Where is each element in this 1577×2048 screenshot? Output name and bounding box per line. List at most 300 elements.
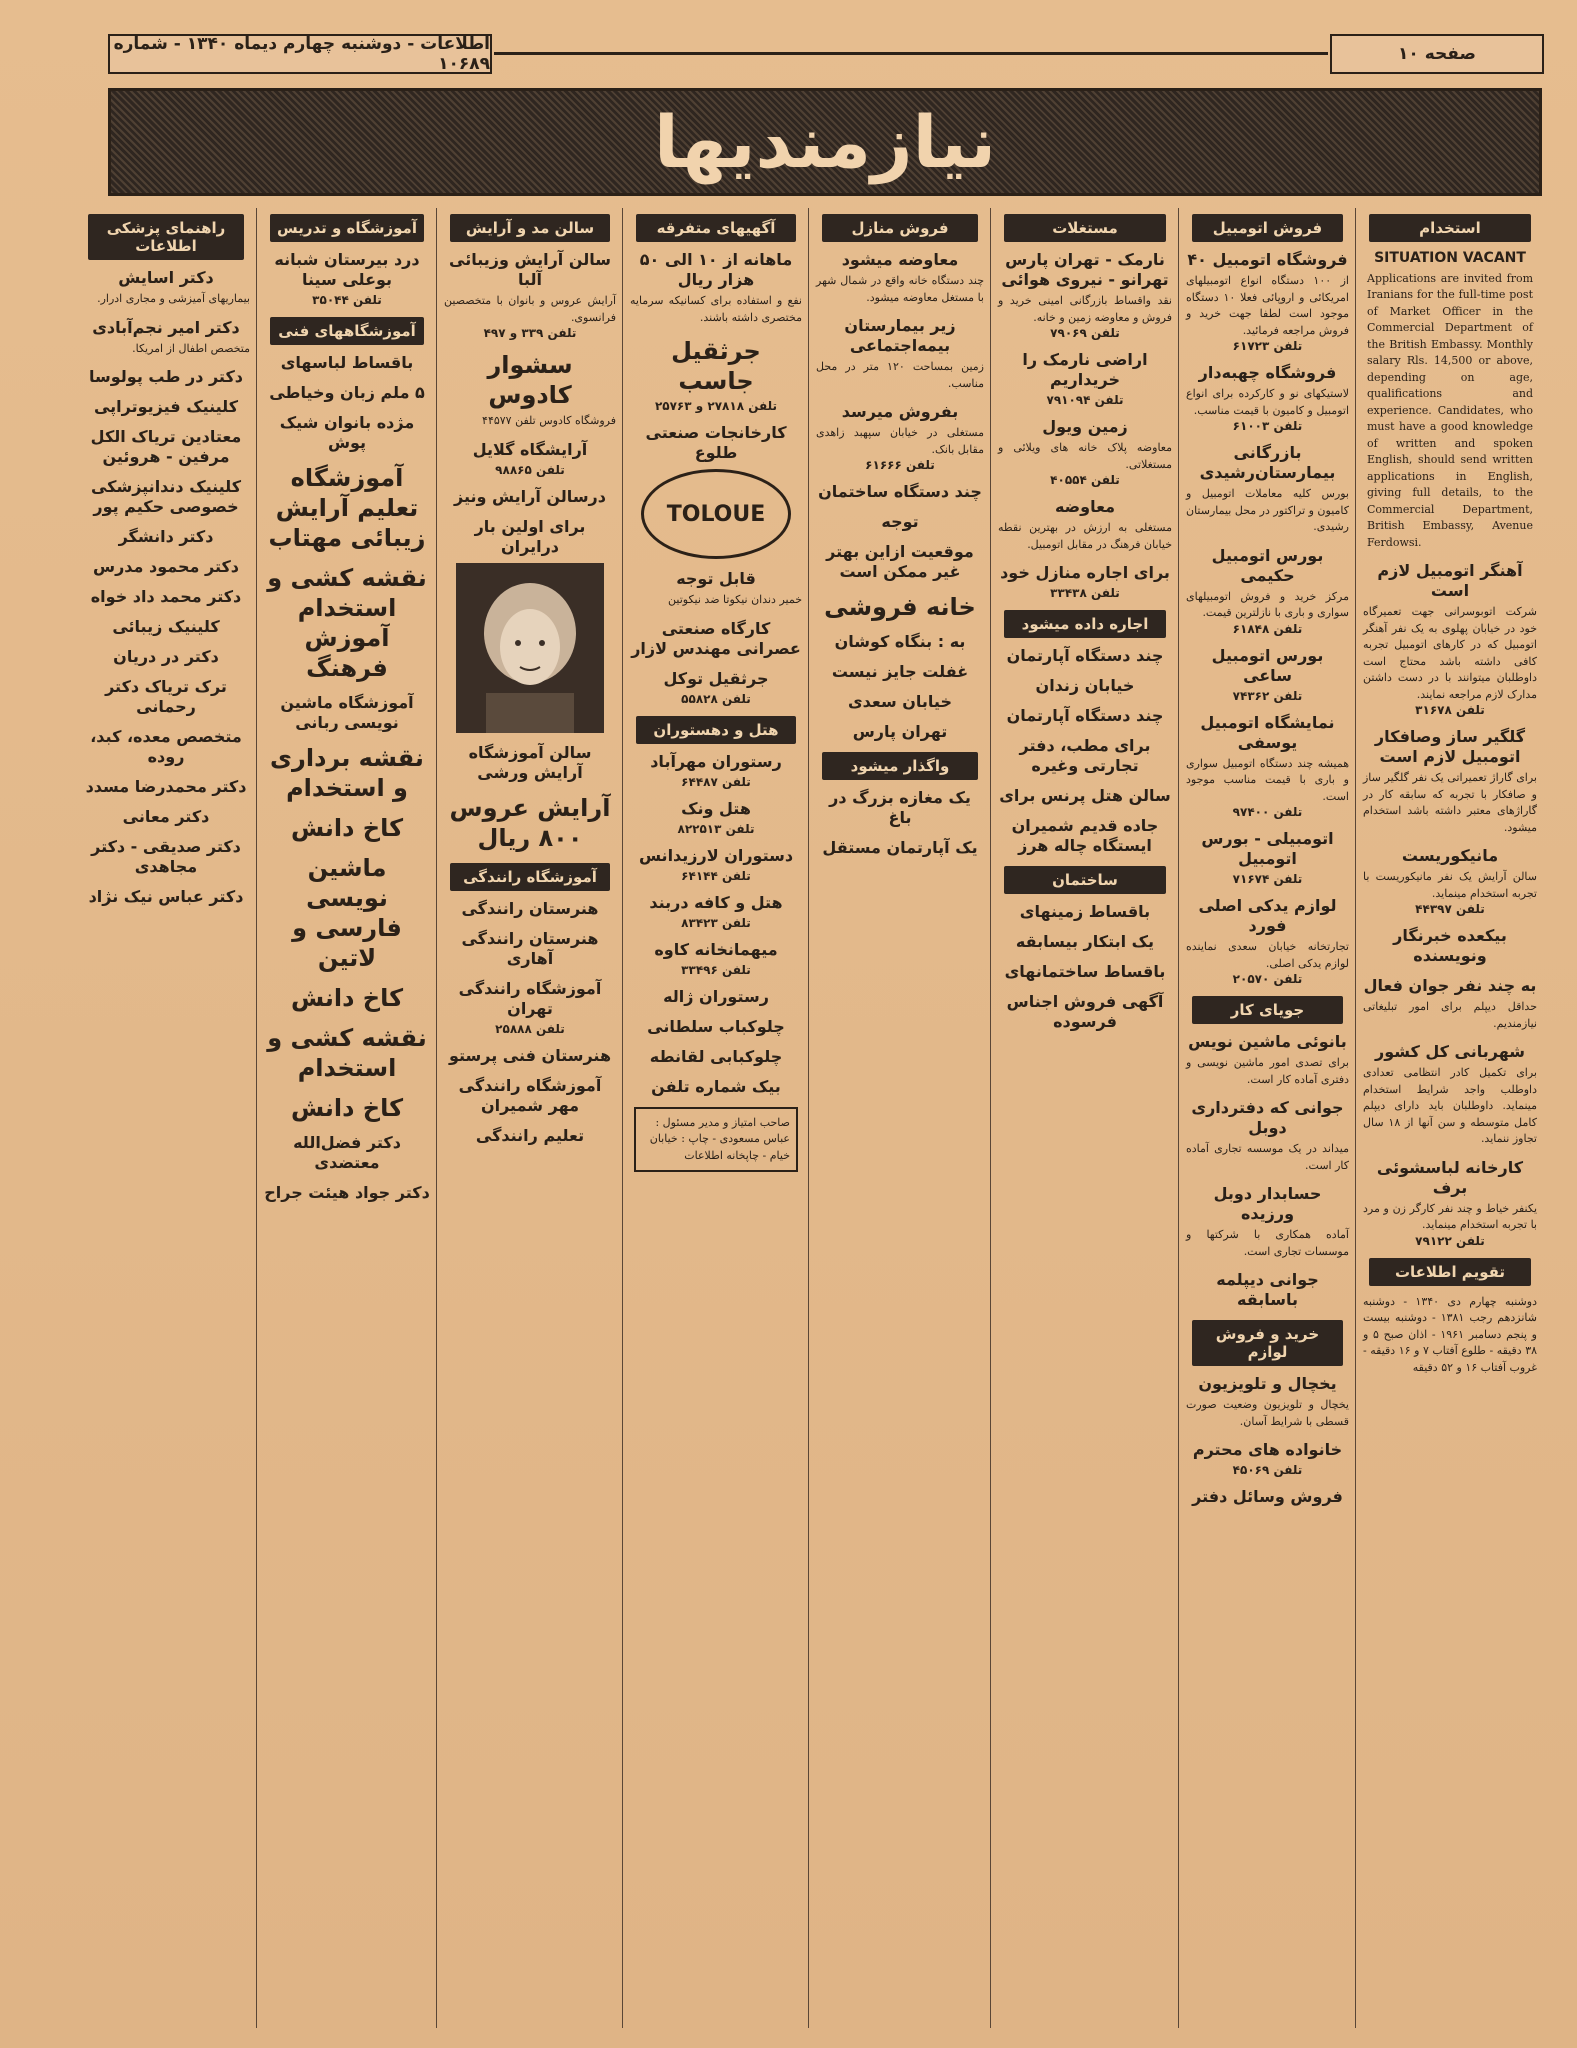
ad-body: زمین بمساحت ۱۲۰ متر در محل مناسب. [816, 360, 984, 390]
column-employment [1357, 208, 1543, 2034]
ad-title: دستوران لارزیدانس [638, 845, 794, 865]
ad-title: جرثقیل جاسب [671, 337, 761, 395]
ad-title: غفلت جایز نیست [831, 662, 969, 681]
ad-phone: تلفن ۶۴۴۸۷ [681, 774, 751, 789]
classified-ad [630, 336, 802, 413]
classified-ad [82, 367, 250, 387]
classified-ad [82, 617, 250, 637]
ad-body: از ۱۰۰ دستگاه انواع اتومبیلهای امریکائی و اروپائی فعلا ۱۰ دستگاه موجود است لطفا جهت خرید و فروش مراجعه فرمائید. [1186, 274, 1349, 337]
classified-ad [444, 517, 616, 733]
classified-ad [1363, 1042, 1537, 1148]
ad-phone: تلفن ۸۳۴۲۳ [681, 915, 751, 930]
ad-title: جاده قدیم شمیران ایستگاه چاله هرز [1011, 816, 1159, 855]
ad-title: آموزشگاه رانندگی تهران [458, 978, 602, 1018]
ad-phone: تلفن ۶۱۶۶۶ [865, 458, 935, 472]
header-rule [494, 52, 1328, 55]
classified-ad [998, 676, 1172, 696]
ad-title: معاوضه میشود [841, 250, 959, 269]
ad-title: تعلیم رانندگی [475, 1125, 585, 1145]
calendar-box [1363, 1294, 1537, 1377]
classified-ad [444, 929, 616, 969]
ad-title: فروش وسائل دفتر [1192, 1487, 1343, 1506]
classified-ad [82, 477, 250, 517]
ad-title: دکتر امیر نجم‌آبادی [92, 317, 240, 337]
ad-title: دکتر معانی [122, 807, 210, 826]
masthead-banner [108, 88, 1542, 196]
ad-title: کاخ دانش [290, 984, 404, 1012]
issue-info-text: اطلاعات - دوشنبه چهارم دیماه ۱۳۴۰ - شماره ۱۰۶۸۹ [113, 34, 490, 74]
classified-ad [816, 402, 984, 472]
section-header-car-sales: فروش اتومبیل [1192, 214, 1343, 242]
english-ad-title: SITUATION VACANT [1374, 250, 1526, 266]
ad-title: آهنگر اتومبیل لازم است [1377, 561, 1523, 600]
ad-title: بازرگانی بیمارستان‌رشیدی [1199, 443, 1336, 482]
tolou-logo-icon: TOLOUE [641, 469, 791, 559]
classified-ad [630, 752, 802, 789]
ad-title: ۵ ملم زبان وخیاطی [269, 383, 425, 402]
ad-body: بیماریهای آمیزشی و مجاری ادرار. [97, 292, 250, 305]
classified-ad [264, 463, 430, 553]
classified-ad [816, 542, 984, 582]
ad-title: دکتر در دریان [113, 647, 219, 666]
classified-ad [264, 1133, 430, 1173]
classified-ad [816, 316, 984, 392]
ad-phone: تلفن ۳۳۹ و ۴۹۷ [483, 326, 577, 340]
ad-title: چند دستگاه ساختمان [818, 482, 982, 501]
ad-phone: تلفن ۲۷۸۱۸ و ۲۵۷۶۳ [654, 399, 778, 413]
column-rule [436, 208, 437, 2028]
classified-ad [1186, 1032, 1349, 1088]
classified-ad [444, 440, 616, 477]
ad-title: خانه فروشی [824, 593, 976, 621]
classified-ad [998, 992, 1172, 1032]
column-car-sales [1180, 208, 1355, 2034]
ad-title: به : بنگاه کوشان [834, 632, 966, 651]
column-rule [622, 208, 623, 2028]
classified-ad [998, 706, 1172, 726]
ad-title: دکتر دانشگر [118, 527, 214, 546]
ad-title: بورس اتومبیل ساعی [1211, 645, 1324, 685]
column-rule [808, 208, 809, 2028]
classified-ad [82, 837, 250, 877]
ad-phone: تلفن ۶۴۱۴۴ [681, 868, 751, 883]
classified-ad [264, 353, 430, 373]
section-header-buy-sell-goods: خرید و فروش لوازم [1192, 1320, 1343, 1366]
classified-ad [1186, 546, 1349, 636]
classified-ad [816, 662, 984, 682]
ad-title: ماشین نویسی فارسی و لاتین [292, 854, 402, 972]
classified-ad [630, 846, 802, 883]
classified-ad [998, 786, 1172, 806]
ad-phone: تلفن ۴۰۵۵۴ [1050, 473, 1120, 487]
ad-title: معتادین تریاک الکل مرفین - هروئین [90, 427, 242, 466]
column-real-estate [992, 208, 1178, 2034]
classified-ad [1363, 926, 1537, 966]
classified-ad [998, 932, 1172, 952]
ad-title: جوانی دیپلمه باسابقه [1216, 1270, 1319, 1309]
ad-body: برای تصدی امور ماشین نویسی و دفتری آماده کار است. [1186, 1056, 1349, 1086]
classified-ad [82, 647, 250, 667]
ad-phone: تلفن ۷۹۱۰۹۴ [1046, 393, 1124, 407]
classified-ad [630, 250, 802, 326]
ad-title: درسالن آرایش ونیز [454, 486, 606, 506]
classified-ad [816, 632, 984, 652]
ad-phone: تلفن ۲۰۵۷۰ [1232, 972, 1303, 986]
classified-ad [998, 816, 1172, 856]
classified-ad [1186, 443, 1349, 536]
section-header-real-estate: مستغلات [1004, 214, 1166, 242]
classified-ad [444, 899, 616, 919]
ad-body: برای تکمیل کادر انتظامی تعدادی داوطلب واجد شرایط استخدام مینماید. داوطلبان باید دارای دیپلم کامل متوسطه و سن آنها از ۱۸ سال تجاوز ننماید. [1363, 1066, 1537, 1145]
ad-title: معاوضه [1054, 497, 1116, 516]
classified-ad [264, 413, 430, 453]
ad-title: نقشه کشی و استخدام [267, 1024, 427, 1082]
ad-title: دکتر محمد داد خواه [90, 587, 242, 606]
classified-ad [264, 1023, 430, 1083]
classified-ad [82, 887, 250, 907]
classified-ad [998, 563, 1172, 600]
ad-title: سالن آرایش وزیبائی آلبا [449, 250, 611, 289]
issue-info-box [108, 34, 492, 74]
ad-body: یخچال و تلویزیون وضعیت صورت قسطی با شرایط آسان. [1186, 1398, 1349, 1428]
ad-phone: تلفن ۹۸۸۶۵ [495, 462, 565, 477]
ad-body: نفع و استفاده برای کسانیکه سرمایه مختصری داشته باشند. [630, 294, 802, 324]
classified-ad [444, 250, 616, 340]
classified-ad [998, 417, 1172, 487]
ad-phone: تلفن ۶۱۷۲۳ [1232, 339, 1303, 353]
ad-title: سالن هتل پرنس برای [999, 786, 1171, 805]
classified-ad [82, 777, 250, 797]
column-rule [990, 208, 991, 2028]
ad-title: کارخانجات صنعتی طلوع [645, 423, 787, 462]
classified-ad [998, 497, 1172, 553]
ad-title: سشوار کادوس [487, 351, 573, 409]
classified-ad [998, 350, 1172, 407]
ad-body: نقد واقساط بازرگانی امینی خرید و فروش و معاوضه زمین و خانه. [998, 294, 1172, 324]
section-header-schools: آموزشگاه و تدریس [270, 214, 424, 242]
calendar-body: دوشنبه چهارم دی ۱۳۴۰ - دوشنبه شانزدهم رجب ۱۳۸۱ - دوشنبه بیست و پنجم دسامبر ۱۹۶۱ - اذان صبح ۵ و ۳۸ دقیقه - طلوع آفتاب ۷ و ۱۶ دقیقه - غروب آفتاب ۱۶ و ۵۲ دقیقه [1363, 1294, 1538, 1374]
ad-title: دکتر اسایش [118, 268, 214, 287]
ad-title: آرایشگاه گلایل [472, 439, 588, 459]
column-rule [1178, 208, 1179, 2028]
classified-ad [1186, 1270, 1349, 1310]
ad-title: چند دستگاه آپارتمان [1006, 706, 1164, 725]
ad-title: فروشگاه اتومبیل ۴۰ [1187, 250, 1348, 269]
ad-body: چند دستگاه خانه واقع در شمال شهر با مستغل معاوضه میشود. [816, 274, 984, 304]
ad-title: رستوران مهرآباد [650, 751, 782, 771]
classified-ad [264, 693, 430, 733]
classified-ad [630, 1047, 802, 1067]
ad-title: هتل و کافه دربند [649, 892, 783, 912]
ad-body: خمیر دندان نیکوتا ضد نیکوتین [668, 593, 802, 606]
ad-title: فروشگاه چهبه‌دار [1198, 363, 1337, 382]
classified-ad [1186, 1440, 1349, 1477]
ad-title: موقعیت ازاین بهتر غیر ممکن است [826, 542, 974, 581]
classified-ad [82, 427, 250, 467]
classified-ad [816, 692, 984, 712]
classified-ad [264, 743, 430, 803]
classified-ad [264, 563, 430, 683]
section-header-calendar: تقویم اطلاعات [1369, 1258, 1531, 1286]
ad-title: اتومبیلی - بورس اتومبیل [1201, 829, 1334, 868]
ad-title: ماهانه از ۱۰ الی ۵۰ هزار ریال [639, 250, 793, 289]
ad-title: باقساط زمینهای [1019, 902, 1151, 921]
ad-body: میداند در یک موسسه تجاری آماده کار است. [1186, 1142, 1349, 1172]
classified-ad [1363, 561, 1537, 717]
ad-title: برای اجاره منازل خود [1000, 563, 1170, 582]
ad-title: باقساط ساختمانهای [1004, 962, 1166, 981]
section-header-employment: استخدام [1369, 214, 1531, 242]
ad-title: برای اولین بار درایران [474, 516, 586, 556]
classified-ad [1186, 896, 1349, 986]
ad-title: یخچال و تلویزیون [1198, 1374, 1337, 1393]
ad-title: نقشه برداری و استخدام [270, 744, 424, 802]
ad-phone: تلفن ۳۵۰۴۴ [312, 293, 382, 307]
classified-ad [82, 727, 250, 767]
ad-title: درد بیرستان شبانه بوعلی سینا [274, 250, 420, 289]
ad-title: دکتر محمدرضا مسدد [85, 777, 247, 796]
classified-ad [630, 569, 802, 609]
ad-title: کارگاه صنعتی عصرانی مهندس لازار [631, 618, 801, 658]
ad-phone: تلفن ۳۳۴۹۶ [681, 962, 751, 977]
section-header-misc: آگهیهای متفرقه [636, 214, 796, 242]
classified-ad [630, 987, 802, 1007]
classified-ad [1186, 1374, 1349, 1430]
ad-title: هنرستان رانندگی [461, 898, 599, 918]
column-beauty-salons [438, 208, 622, 2034]
ad-phone: تلفن ۲۵۸۸۸ [495, 1021, 565, 1036]
classified-ad [998, 250, 1172, 340]
ad-title: شهربانی کل کشور [1374, 1042, 1525, 1061]
ad-title: یک مغازه بزرگ در باغ [829, 788, 971, 827]
ad-body: تجارتخانه خیابان سعدی نماینده لوازم یدکی اصلی. [1186, 940, 1349, 970]
classified-ad [82, 527, 250, 547]
classified-ad [816, 788, 984, 828]
ad-title: بانوئی ماشین نویس [1188, 1032, 1347, 1051]
section-header-hotels: هتل و دهستوران [636, 716, 796, 744]
classified-ad [630, 799, 802, 836]
ad-body: حداقل دیپلم برای امور تبلیغاتی نیازمندیم. [1363, 1000, 1537, 1030]
classified-ad [816, 512, 984, 532]
section-header-driving-schools: آموزشگاه رانندگی [450, 863, 610, 891]
classified-ad [1363, 846, 1537, 916]
classified-ad [816, 482, 984, 502]
english-ad-body: Applications are invited from Iranians for the full-time post of Market Officer in the Commercial Department of the British Embassy. Monthly salary Rls. 14,500 or above, depending on age, qualifications and experience. Candidates, who must have a good knowledge of written and spoken English, should send written applications in English, giving full details, to the Commercial Department, British Embassy, Avenue Ferdowsi. [1367, 271, 1533, 549]
classified-ad [630, 619, 802, 659]
ad-phone: تلفن ۶۱۰۰۳ [1232, 419, 1303, 433]
ad-phone: تلفن ۹۷۴۰۰ [1232, 805, 1303, 819]
ad-phone: تلفن ۷۹۱۲۲ [1415, 1233, 1485, 1248]
ad-title: آموزشگاه تعلیم آرایش زیبائی مهتاب [268, 464, 426, 552]
classified-ad [998, 646, 1172, 666]
ad-body: مستغلی در خیابان سپهبد زاهدی مقابل بانک. [816, 426, 984, 456]
classified-ad [816, 250, 984, 306]
english-job-ad [1363, 250, 1537, 551]
ad-title: یک آپارتمان مستقل [822, 838, 978, 857]
classified-ad [444, 1126, 616, 1146]
column-rule [1355, 208, 1356, 2028]
classified-ad [1186, 250, 1349, 353]
ad-title: برای مطب، دفتر تجارتی وغیره [1019, 736, 1151, 775]
ad-title: قابل توجه [676, 569, 756, 588]
ad-title: توجه [881, 512, 919, 531]
classified-ad [998, 902, 1172, 922]
classified-ad [1186, 1184, 1349, 1260]
ad-title: آموزشگاه ماشین نویسی ربانی [280, 693, 414, 732]
classified-ad [630, 423, 802, 559]
ad-title: زمین ویول [1042, 417, 1128, 436]
classified-ad [998, 962, 1172, 982]
ad-title: زیر بیمارستان بیمه‌اجتماعی [844, 316, 956, 355]
classified-ad [444, 350, 616, 430]
ad-title: باقساط لباسهای [280, 353, 414, 372]
ad-title: دکتر عباس نیک نژاد [88, 887, 244, 906]
section-header-job-seekers: جویای کار [1192, 996, 1343, 1024]
classified-ad [264, 1183, 430, 1203]
ad-body: بورس کلیه معاملات اتومبیل و کامیون و تراکتور در محل بیمارستان رشیدی. [1186, 487, 1349, 533]
section-header-medical: راهنمای پزشکی اطلاعات [88, 214, 244, 260]
ad-title: بفروش میرسد [841, 402, 959, 421]
ad-title: خیابان زندان [1035, 676, 1135, 695]
page-number-text: صفحه ۱۰ [1398, 44, 1476, 64]
ad-title: اراضی نارمک را خریداریم [1022, 350, 1148, 389]
classified-ad [630, 1017, 802, 1037]
ad-title: تهران پارس [852, 722, 948, 741]
ad-title: کاخ دانش [290, 1094, 404, 1122]
ad-title: سالن آموزشگاه آرایش ورشی [468, 742, 592, 782]
classified-ad [264, 1093, 430, 1123]
ad-phone: تلفن ۸۲۲۵۱۳ [677, 821, 755, 836]
ad-body: یکنفر خیاط و چند نفر کارگر زن و مرد با تجربه استخدام مینماید. [1363, 1201, 1537, 1231]
ad-title: جوانی که دفترداری دوبل [1191, 1098, 1344, 1137]
ad-body: شرکت اتوبوسرانی جهت تعمیرگاه خود در خیابان پهلوی به یک نفر آهنگر اتومبیل که در کارهای اتومبیل تجربه کافی داشته باشد محتاج است داوطلبان میتوانند با در دست داشتن مدارک لازم مراجعه نمایند. [1363, 605, 1537, 701]
classified-ad [82, 557, 250, 577]
classified-ad [1363, 727, 1537, 836]
ad-body: برای گاراژ تعمیراتی یک نفر گلگیر ساز و صافکار با تجربه که سابقه کار در گاراژهای معتبر داشته باشد استخدام میشود. [1363, 771, 1537, 834]
classified-ad [1186, 1487, 1349, 1507]
classified-ad [82, 807, 250, 827]
ad-title: حسابدار دوبل ورزیده [1213, 1184, 1322, 1223]
ad-body: آماده همکاری با شرکتها و موسسات تجاری است. [1186, 1228, 1349, 1258]
classified-ad [630, 669, 802, 706]
ad-title: بورس اتومبیل حکیمی [1211, 545, 1324, 585]
column-schools [258, 208, 436, 2034]
ad-title: دکتر صدیقی - دکتر مجاهدی [91, 837, 241, 876]
classified-ad [444, 1076, 616, 1116]
ad-title: رستوران ژاله [663, 986, 769, 1006]
publisher-text: صاحب امتیاز و مدیر مسئول : عباس مسعودی - چاپ : خیابان خیام - چاپخانه اطلاعات [649, 1115, 790, 1162]
classified-ad [264, 813, 430, 843]
ad-title: کلینیک زیبائی [112, 617, 220, 636]
ad-title: مانیکوریست [1401, 846, 1499, 865]
ad-title: مژده بانوان شیک پوش [279, 413, 415, 452]
column-houses-for-sale [810, 208, 990, 2034]
ad-title: هتل ونک [681, 798, 751, 818]
ad-body: لاستیکهای نو و کارکرده برای انواع اتومبیل و کامیون با قیمت مناسب. [1186, 387, 1349, 417]
column-misc-ads [624, 208, 808, 2034]
ad-phone: تلفن ۷۹۰۶۹ [1050, 326, 1120, 340]
portrait-photo [456, 563, 604, 733]
ad-title: چلوکباب سلطانی [647, 1016, 785, 1036]
ad-body: معاوضه پلاک خانه های ویلائی و مستغلاتی. [998, 441, 1172, 471]
column-medical-guide [76, 208, 256, 2034]
ad-phone: تلفن ۳۱۶۷۸ [1415, 703, 1485, 717]
ad-title: جرثقیل توکل [663, 668, 769, 688]
ad-title: دکتر جواد هیئت جراح [264, 1183, 430, 1202]
classified-ad [998, 736, 1172, 776]
classified-ad [82, 318, 250, 358]
ad-body: مستغلی به ارزش در بهترین نقطه خیابان فرهنگ در مقابل اتومبیل. [998, 521, 1172, 551]
section-header-for-rent: اجاره داده میشود [1004, 610, 1166, 638]
ad-title: دکتر محمود مدرس [93, 557, 239, 576]
ad-title: نقشه کشی و استخدام آموزش فرهنگ [267, 564, 427, 682]
ad-title: دکتر فضل‌الله معتضدی [293, 1133, 401, 1172]
classified-ad [264, 853, 430, 973]
ad-title: یک ابتکار بیسابقه [1015, 932, 1155, 951]
ad-title: نمایشگاه اتومبیل یوسفی [1200, 712, 1335, 752]
classified-ad [264, 983, 430, 1013]
ad-phone: تلفن ۵۵۸۲۸ [681, 691, 751, 706]
classified-ad [1363, 1158, 1537, 1248]
ad-title: چند دستگاه آپارتمان [1006, 646, 1164, 665]
column-rule [256, 208, 257, 2028]
ad-phone: تلفن ۷۱۶۷۴ [1232, 872, 1303, 886]
classified-ad [1186, 363, 1349, 433]
classified-ad [444, 743, 616, 783]
ad-title: گلگیر ساز وصافکار اتومبیل لازم است [1374, 727, 1526, 766]
classified-ad [264, 383, 430, 403]
section-header-transfers: واگذار میشود [822, 752, 978, 780]
ad-title: آرایش عروس ۸۰۰ ریال [449, 793, 611, 852]
classified-ad [82, 587, 250, 607]
classified-ad [630, 893, 802, 930]
ad-title: خیابان سعدی [848, 692, 952, 711]
classified-ad [1186, 713, 1349, 820]
ad-phone: تلفن ۴۴۳۹۷ [1415, 902, 1485, 916]
classified-ad [816, 592, 984, 622]
ad-title: خانواده های محترم [1192, 1440, 1343, 1459]
ad-body: فروشگاه کادوس تلفن ۴۴۵۷۷ [482, 414, 616, 427]
classified-ad [1186, 829, 1349, 886]
ad-title: نارمک - تهران پارس تهرانو - نیروی هوائی [1001, 250, 1169, 289]
masthead-title: نیازمندیها [653, 100, 997, 184]
ad-title: آموزشگاه رانندگی مهر شمیران [458, 1075, 602, 1115]
ad-title: بیکعده خبرنگار ونویسنده [1393, 926, 1507, 965]
ad-title: هنرستان فنی پرستو [448, 1045, 612, 1065]
classified-ad [264, 250, 430, 307]
ad-title: میهمانخانه کاوه [654, 939, 778, 959]
classified-ad [444, 487, 616, 507]
ad-phone: تلفن ۳۳۴۳۸ [1050, 586, 1120, 600]
ad-title: به چند نفر جوان فعال [1363, 976, 1537, 995]
section-header-houses-for-sale: فروش منازل [822, 214, 978, 242]
classified-ad [1186, 1098, 1349, 1174]
ad-phone: تلفن ۴۵۰۶۹ [1232, 1463, 1303, 1477]
classified-ad [816, 722, 984, 742]
ad-phone: تلفن ۷۴۳۶۲ [1232, 688, 1303, 703]
section-header-beauty: سالن مد و آرایش [450, 214, 610, 242]
classified-ad [630, 940, 802, 977]
ad-title: کلینیک فیزیوتراپی [93, 397, 239, 416]
ad-body: مرکز خرید و فروش اتومبیلهای سواری و باری با نازلترین قیمت. [1186, 589, 1349, 619]
ad-title: هنرستان رانندگی آهاری [461, 928, 599, 968]
classified-ad [82, 268, 250, 308]
ad-title: ترک تریاک دکتر رحمانی [105, 677, 227, 716]
ad-body: متخصص اطفال از امریکا. [132, 341, 250, 355]
publisher-footer [634, 1107, 798, 1173]
ad-title: کاخ دانش [290, 814, 404, 842]
section-header-construction: ساختمان [1004, 866, 1166, 894]
